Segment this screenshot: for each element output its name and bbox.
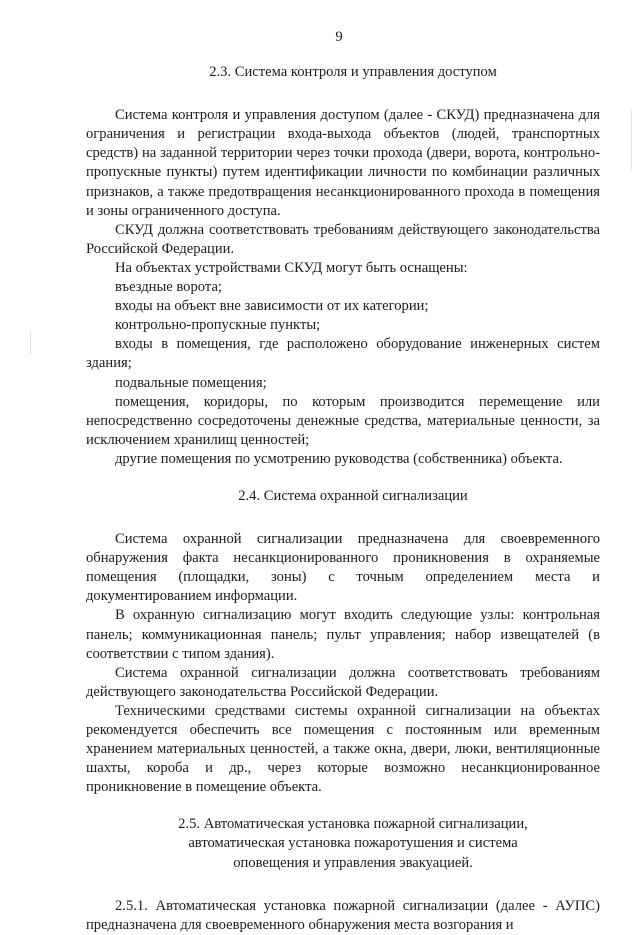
list-item: контрольно-пропускные пункты; — [115, 317, 321, 334]
list-item: другие помещения по усмотрению руководства (собственника) объекта. — [115, 450, 563, 467]
page-number: 9 — [335, 29, 343, 45]
list-item: подвальные помещения; — [115, 374, 267, 391]
section-2-5-heading — [106, 815, 600, 872]
section-2-3-paragraph-2: СКУД должна соответствовать требованиям действующего законодательства Российской Федерации. — [86, 221, 600, 257]
section-2-5-heading-line: автоматическая установка пожаротушения и система — [188, 835, 518, 852]
list-item: входы на объект вне зависимости от их категории; — [115, 298, 429, 315]
list-item: входы в помещения, где расположено оборудование инженерных систем здания; — [86, 336, 600, 372]
section-2-3-paragraph-1: Система контроля и управления доступом (далее - СКУД) предназначена для ограничения и регистрации входа-выхода объектов (людей, транспортных средств) на заданной территории через точки прохода (двери, ворота, контрольно-пропускные пункты) путем идентификации личности по комбинации различных признаков, а также предотвращения несанкционированного прохода в помещения и зоны ограниченного доступа. — [86, 107, 600, 219]
section-2-5-1-paragraph: 2.5.1. Автоматическая установка пожарной сигнализации (далее - АУПС) предназначена для своевременного обнаружения места возгорания и — [86, 897, 600, 933]
scan-edge-mark — [631, 110, 632, 170]
section-2-4-paragraph-3: Система охранной сигнализации должна соответствовать требованиям действующего законодательства Российской Федерации. — [86, 664, 600, 700]
section-2-5-heading-line: 2.5. Автоматическая установка пожарной сигнализации, — [178, 816, 528, 833]
section-2-4-paragraph-1: Система охранной сигнализации предназначена для своевременного обнаружения факта несанкционированного проникновения в охраняемые помещения (площадки, зоны) с точным определением места и документированием информации. — [86, 531, 600, 605]
list-item: помещения, коридоры, по которым производится перемещение или непосредственно сосредоточены денежные средства, материальные ценности, за исключением хранилищ ценностей; — [86, 393, 600, 448]
section-2-4-paragraph-4: Техническими средствами системы охранной сигнализации на объектах рекомендуется обеспечить все помещения с постоянным или временным хранением материальных ценностей, а также окна, двери, люки, вентиляционные шахты, короба и др., через которые возможно несанкционированное проникновение в помещение объекта. — [86, 702, 600, 796]
section-2-3-paragraph-3: На объектах устройствами СКУД могут быть оснащены: — [115, 259, 468, 276]
section-2-4-paragraph-2: В охранную сигнализацию могут входить следующие узлы: контрольная панель; коммуникационная панель; пульт управления; набор извещателей (в соответствии с типом здания). — [86, 607, 600, 662]
document-page — [86, 28, 600, 935]
section-2-5-heading-line: оповещения и управления эвакуацией. — [233, 854, 473, 871]
scan-margin-mark — [30, 332, 31, 354]
section-2-4-heading: 2.4. Система охранной сигнализации — [238, 487, 468, 504]
list-item: въездные ворота; — [115, 279, 222, 296]
section-2-3-heading: 2.3. Система контроля и управления доступом — [209, 64, 497, 81]
